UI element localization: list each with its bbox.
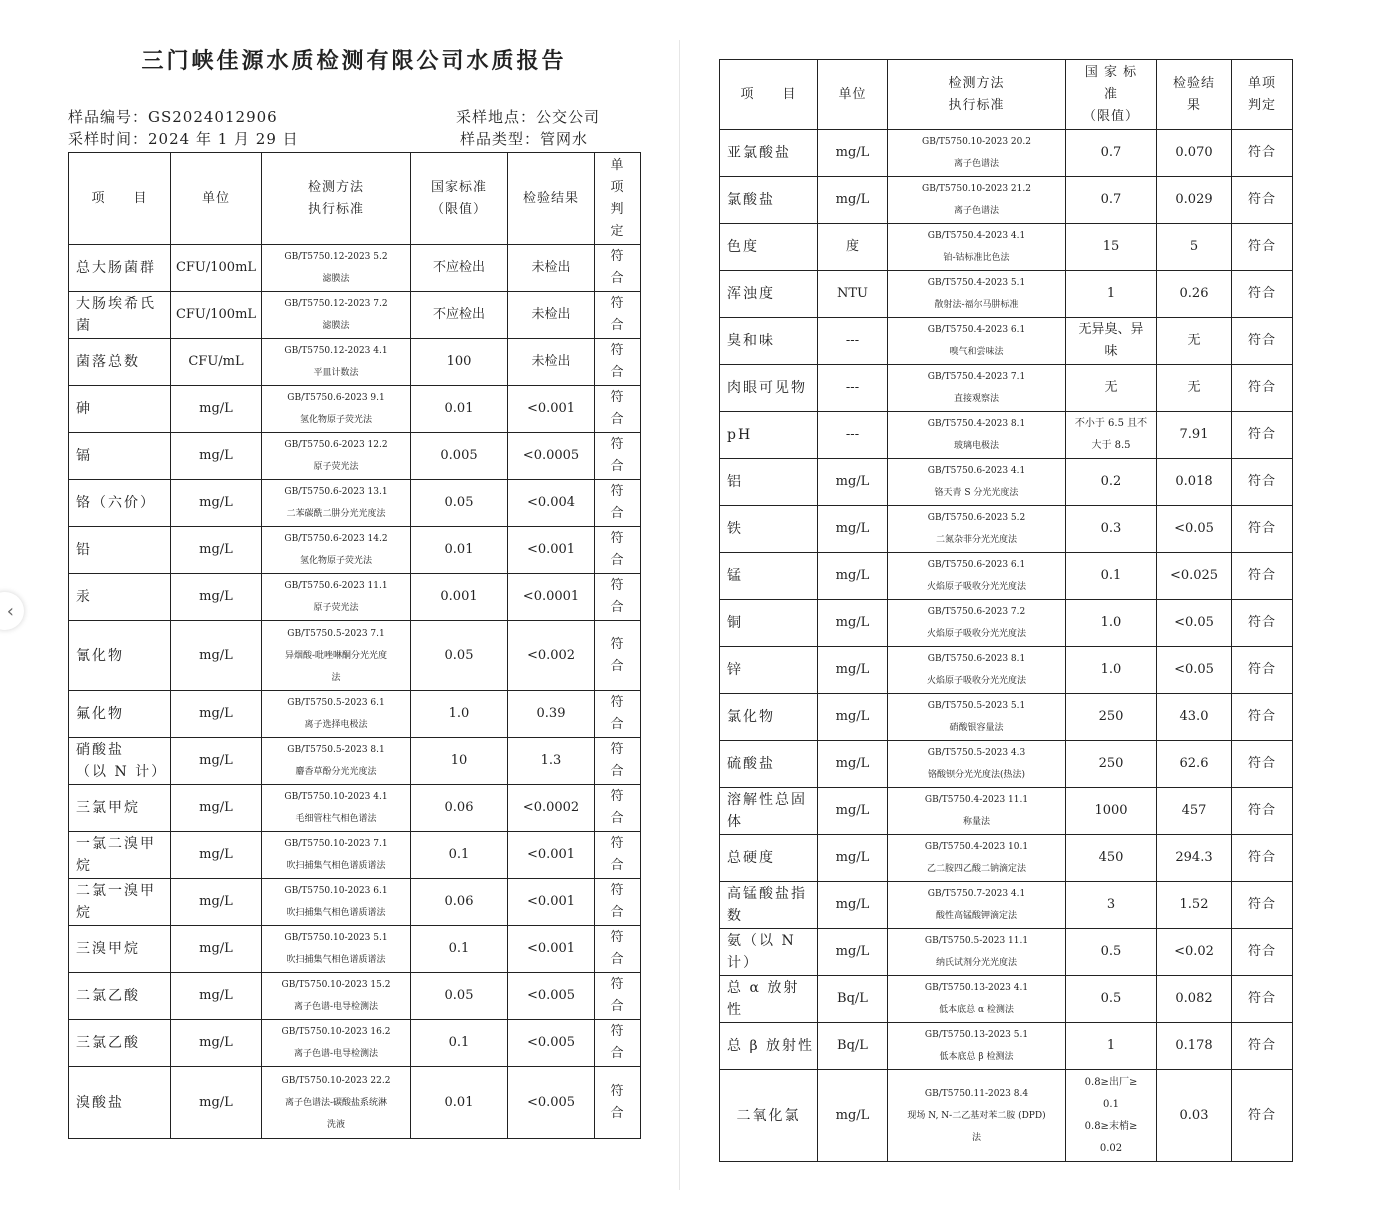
- cell-standard: 0.2: [1066, 459, 1157, 506]
- cell-item: 铅: [69, 527, 171, 574]
- cell-method: GB/T5750.10-2023 20.2 离子色谱法: [888, 130, 1066, 177]
- cell-standard: 450: [1066, 835, 1157, 882]
- cell-judgement: 符合: [1232, 271, 1293, 318]
- cell-item: 二氯一溴甲 烷: [69, 879, 171, 926]
- page-divider: [679, 40, 680, 1190]
- table-row: [69, 1067, 641, 1139]
- cell-standard: 0.005: [411, 433, 508, 480]
- cell-method: GB/T5750.6-2023 8.1 火焰原子吸收分光光度法: [888, 647, 1066, 694]
- cell-unit: mg/L: [818, 788, 888, 835]
- cell-result: 43.0: [1157, 694, 1232, 741]
- cell-item: 硝酸盐 （以 N 计）: [69, 738, 171, 785]
- cell-result: <0.001: [508, 527, 595, 574]
- cell-judgement: 符合: [1232, 647, 1293, 694]
- cell-result: 62.6: [1157, 741, 1232, 788]
- cell-standard: 0.1: [411, 926, 508, 973]
- cell-standard: 0.3: [1066, 506, 1157, 553]
- cell-method: GB/T5750.5-2023 6.1 离子选择电极法: [262, 691, 411, 738]
- cell-judgement: 符 合: [595, 1020, 641, 1067]
- cell-item: 铜: [720, 600, 818, 647]
- sample-number: 样品编号：GS2024012906: [68, 108, 278, 126]
- cell-judgement: 符 合: [595, 1067, 641, 1139]
- table-row: [720, 506, 1293, 553]
- header-judgement: 单项 判定: [1232, 60, 1293, 130]
- cell-result: <0.05: [1157, 506, 1232, 553]
- table-row: [720, 271, 1293, 318]
- cell-unit: mg/L: [171, 527, 262, 574]
- cell-judgement: 符合: [1232, 412, 1293, 459]
- table-row: [69, 691, 641, 738]
- cell-result: 1.52: [1157, 882, 1232, 929]
- cell-item: 溶解性总固 体: [720, 788, 818, 835]
- cell-item: 菌落总数: [69, 339, 171, 386]
- cell-standard: 无异臭、异 味: [1066, 318, 1157, 365]
- cell-judgement: 符 合: [595, 386, 641, 433]
- cell-result: 0.03: [1157, 1070, 1232, 1162]
- cell-item: 镉: [69, 433, 171, 480]
- cell-judgement: 符合: [1232, 788, 1293, 835]
- cell-judgement: 符 合: [595, 527, 641, 574]
- cell-judgement: 符 合: [595, 574, 641, 621]
- cell-unit: mg/L: [171, 973, 262, 1020]
- table-row: [69, 292, 641, 339]
- cell-item: 铝: [720, 459, 818, 506]
- cell-unit: CFU/100mL: [171, 292, 262, 339]
- cell-unit: mg/L: [171, 386, 262, 433]
- cell-judgement: 符合: [1232, 177, 1293, 224]
- cell-standard: 0.1: [1066, 553, 1157, 600]
- cell-result: 0.070: [1157, 130, 1232, 177]
- cell-unit: 度: [818, 224, 888, 271]
- cell-judgement: 符 合: [595, 691, 641, 738]
- cell-item: 总大肠菌群: [69, 245, 171, 292]
- cell-judgement: 符合: [1232, 224, 1293, 271]
- report-title: 三门峡佳源水质检测有限公司水质报告: [141, 48, 567, 74]
- cell-result: 1.3: [508, 738, 595, 785]
- cell-result: 7.91: [1157, 412, 1232, 459]
- cell-judgement: 符 合: [595, 832, 641, 879]
- cell-judgement: 符合: [1232, 929, 1293, 976]
- header-method: 检测方法 执行标准: [888, 60, 1066, 130]
- cell-unit: mg/L: [171, 433, 262, 480]
- cell-standard: 1: [1066, 271, 1157, 318]
- cell-judgement: 符 合: [595, 879, 641, 926]
- table-row: [69, 574, 641, 621]
- table-row: [69, 245, 641, 292]
- table-row: [720, 224, 1293, 271]
- cell-item: 肉眼可见物: [720, 365, 818, 412]
- table-row: [720, 412, 1293, 459]
- table-row: [720, 365, 1293, 412]
- header-standard: 国家标准 （限值）: [411, 153, 508, 245]
- table-row: [720, 694, 1293, 741]
- cell-unit: CFU/mL: [171, 339, 262, 386]
- cell-judgement: 符合: [1232, 600, 1293, 647]
- cell-unit: mg/L: [818, 553, 888, 600]
- chevron-left-icon: ‹: [6, 600, 14, 622]
- cell-judgement: 符合: [1232, 365, 1293, 412]
- cell-method: GB/T5750.6-2023 7.2 火焰原子吸收分光光度法: [888, 600, 1066, 647]
- cell-unit: mg/L: [171, 691, 262, 738]
- cell-standard: 100: [411, 339, 508, 386]
- header-item: 项 目: [69, 153, 171, 245]
- cell-item: 总 α 放射性: [720, 976, 818, 1023]
- cell-method: GB/T5750.6-2023 14.2 氢化物原子荧光法: [262, 527, 411, 574]
- cell-method: GB/T5750.7-2023 4.1 酸性高锰酸钾滴定法: [888, 882, 1066, 929]
- cell-item: 一氯二溴甲 烷: [69, 832, 171, 879]
- cell-unit: mg/L: [171, 785, 262, 832]
- cell-method: GB/T5750.10-2023 5.1 吹扫捕集气相色谱质谱法: [262, 926, 411, 973]
- cell-method: GB/T5750.4-2023 8.1 玻璃电极法: [888, 412, 1066, 459]
- cell-standard: 0.1: [411, 832, 508, 879]
- right-results-table: [719, 59, 1293, 1162]
- cell-item: 色度: [720, 224, 818, 271]
- cell-result: 无: [1157, 365, 1232, 412]
- cell-result: <0.005: [508, 1067, 595, 1139]
- cell-judgement: 符合: [1232, 694, 1293, 741]
- cell-standard: 1.0: [1066, 600, 1157, 647]
- cell-method: GB/T5750.6-2023 13.1 二苯碳酰二肼分光光度法: [262, 480, 411, 527]
- cell-judgement: 符合: [1232, 130, 1293, 177]
- table-row: [69, 339, 641, 386]
- cell-judgement: 符 合: [595, 973, 641, 1020]
- previous-page-button[interactable]: [0, 592, 24, 630]
- cell-item: 氨（以 N 计）: [720, 929, 818, 976]
- cell-method: GB/T5750.10-2023 6.1 吹扫捕集气相色谱质谱法: [262, 879, 411, 926]
- cell-standard: 无: [1066, 365, 1157, 412]
- cell-standard: 3: [1066, 882, 1157, 929]
- cell-standard: 不小于 6.5 且不 大于 8.5: [1066, 412, 1157, 459]
- table-row: [720, 318, 1293, 365]
- cell-item: 三溴甲烷: [69, 926, 171, 973]
- cell-item: pH: [720, 412, 818, 459]
- cell-result: <0.0002: [508, 785, 595, 832]
- cell-result: 0.39: [508, 691, 595, 738]
- cell-standard: 0.05: [411, 621, 508, 691]
- cell-standard: 10: [411, 738, 508, 785]
- cell-method: GB/T5750.6-2023 12.2 原子荧光法: [262, 433, 411, 480]
- cell-result: <0.025: [1157, 553, 1232, 600]
- cell-unit: mg/L: [171, 621, 262, 691]
- cell-item: 亚氯酸盐: [720, 130, 818, 177]
- cell-item: 大肠埃希氏 菌: [69, 292, 171, 339]
- cell-standard: 0.5: [1066, 929, 1157, 976]
- cell-standard: 不应检出: [411, 245, 508, 292]
- cell-method: GB/T5750.5-2023 7.1 异烟酸-吡唑啉酮分光光度 法: [262, 621, 411, 691]
- cell-result: <0.05: [1157, 600, 1232, 647]
- cell-unit: mg/L: [171, 738, 262, 785]
- cell-unit: mg/L: [171, 1020, 262, 1067]
- cell-result: 457: [1157, 788, 1232, 835]
- cell-standard: 0.8≥出厂≥ 0.1 0.8≥末梢≥ 0.02: [1066, 1070, 1157, 1162]
- table-row: [720, 882, 1293, 929]
- cell-judgement: 符 合: [595, 292, 641, 339]
- cell-unit: Bq/L: [818, 1023, 888, 1070]
- cell-unit: Bq/L: [818, 976, 888, 1023]
- cell-result: 0.029: [1157, 177, 1232, 224]
- table-header-row: [720, 60, 1293, 130]
- cell-item: 二氯乙酸: [69, 973, 171, 1020]
- cell-unit: mg/L: [171, 832, 262, 879]
- cell-result: 无: [1157, 318, 1232, 365]
- cell-method: GB/T5750.6-2023 11.1 原子荧光法: [262, 574, 411, 621]
- cell-judgement: 符合: [1232, 506, 1293, 553]
- cell-standard: 0.01: [411, 386, 508, 433]
- cell-item: 氯化物: [720, 694, 818, 741]
- cell-method: GB/T5750.6-2023 9.1 氢化物原子荧光法: [262, 386, 411, 433]
- header-result: 检验结 果: [1157, 60, 1232, 130]
- table-row: [69, 973, 641, 1020]
- cell-unit: mg/L: [171, 1067, 262, 1139]
- cell-standard: 0.05: [411, 480, 508, 527]
- table-row: [720, 1070, 1293, 1162]
- cell-method: GB/T5750.4-2023 5.1 散射法-福尔马肼标准: [888, 271, 1066, 318]
- cell-method: GB/T5750.13-2023 5.1 低本底总 β 检测法: [888, 1023, 1066, 1070]
- table-row: [720, 177, 1293, 224]
- cell-result: 294.3: [1157, 835, 1232, 882]
- table-row: [69, 386, 641, 433]
- left-results-table: [68, 152, 641, 1139]
- cell-item: 浑浊度: [720, 271, 818, 318]
- cell-judgement: 符 合: [595, 738, 641, 785]
- cell-result: 0.26: [1157, 271, 1232, 318]
- cell-method: GB/T5750.10-2023 4.1 毛细管柱气相色谱法: [262, 785, 411, 832]
- cell-standard: 0.01: [411, 527, 508, 574]
- cell-result: <0.02: [1157, 929, 1232, 976]
- cell-method: GB/T5750.4-2023 4.1 铂-钴标准比色法: [888, 224, 1066, 271]
- cell-unit: ---: [818, 365, 888, 412]
- cell-result: 未检出: [508, 292, 595, 339]
- cell-standard: 250: [1066, 741, 1157, 788]
- cell-judgement: 符合: [1232, 318, 1293, 365]
- cell-unit: mg/L: [818, 694, 888, 741]
- cell-method: GB/T5750.10-2023 22.2 离子色谱法-碳酸盐系统淋 洗液: [262, 1067, 411, 1139]
- cell-item: 氯酸盐: [720, 177, 818, 224]
- cell-unit: mg/L: [818, 600, 888, 647]
- table-row: [720, 130, 1293, 177]
- cell-judgement: 符 合: [595, 621, 641, 691]
- cell-item: 硫酸盐: [720, 741, 818, 788]
- cell-judgement: 符合: [1232, 835, 1293, 882]
- cell-unit: mg/L: [171, 480, 262, 527]
- cell-method: GB/T5750.10-2023 21.2 离子色谱法: [888, 177, 1066, 224]
- cell-item: 臭和味: [720, 318, 818, 365]
- cell-method: GB/T5750.5-2023 5.1 硝酸银容量法: [888, 694, 1066, 741]
- cell-method: GB/T5750.10-2023 15.2 离子色谱-电导检测法: [262, 973, 411, 1020]
- cell-item: 砷: [69, 386, 171, 433]
- cell-judgement: 符 合: [595, 339, 641, 386]
- table-row: [69, 785, 641, 832]
- cell-judgement: 符合: [1232, 1023, 1293, 1070]
- cell-standard: 15: [1066, 224, 1157, 271]
- header-result: 检验结果: [508, 153, 595, 245]
- table-row: [720, 647, 1293, 694]
- header-method: 检测方法 执行标准: [262, 153, 411, 245]
- cell-item: 氟化物: [69, 691, 171, 738]
- table-row: [69, 879, 641, 926]
- cell-result: 5: [1157, 224, 1232, 271]
- table-row: [69, 433, 641, 480]
- cell-item: 铬（六价）: [69, 480, 171, 527]
- table-row: [720, 929, 1293, 976]
- header-judgement: 单 项 判 定: [595, 153, 641, 245]
- cell-item: 三氯乙酸: [69, 1020, 171, 1067]
- cell-method: GB/T5750.4-2023 7.1 直接观察法: [888, 365, 1066, 412]
- cell-method: GB/T5750.6-2023 5.2 二氮杂菲分光光度法: [888, 506, 1066, 553]
- cell-standard: 0.001: [411, 574, 508, 621]
- cell-unit: mg/L: [818, 177, 888, 224]
- sample-place: 采样地点：公交公司: [456, 108, 601, 126]
- cell-standard: 0.7: [1066, 130, 1157, 177]
- cell-standard: 0.5: [1066, 976, 1157, 1023]
- cell-standard: 0.7: [1066, 177, 1157, 224]
- cell-result: <0.002: [508, 621, 595, 691]
- cell-method: GB/T5750.11-2023 8.4 现场 N, N-二乙基对苯二胺 (DPD) 法: [888, 1070, 1066, 1162]
- cell-judgement: 符合: [1232, 553, 1293, 600]
- table-header-row: [69, 153, 641, 245]
- table-row: [69, 1020, 641, 1067]
- table-row: [69, 480, 641, 527]
- cell-unit: mg/L: [818, 929, 888, 976]
- cell-judgement: 符 合: [595, 785, 641, 832]
- table-row: [720, 459, 1293, 506]
- cell-item: 汞: [69, 574, 171, 621]
- cell-judgement: 符 合: [595, 480, 641, 527]
- cell-method: GB/T5750.5-2023 11.1 纳氏试剂分光光度法: [888, 929, 1066, 976]
- table-row: [720, 976, 1293, 1023]
- header-unit: 单位: [818, 60, 888, 130]
- cell-result: 0.018: [1157, 459, 1232, 506]
- cell-judgement: 符合: [1232, 741, 1293, 788]
- cell-result: 0.082: [1157, 976, 1232, 1023]
- cell-judgement: 符 合: [595, 245, 641, 292]
- cell-judgement: 符 合: [595, 926, 641, 973]
- sample-time: 采样时间：2024 年 1 月 29 日: [68, 130, 299, 148]
- cell-method: GB/T5750.6-2023 6.1 火焰原子吸收分光光度法: [888, 553, 1066, 600]
- cell-unit: mg/L: [818, 647, 888, 694]
- table-row: [69, 926, 641, 973]
- cell-method: GB/T5750.4-2023 6.1 嗅气和尝味法: [888, 318, 1066, 365]
- cell-unit: NTU: [818, 271, 888, 318]
- cell-unit: ---: [818, 412, 888, 459]
- cell-standard: 1: [1066, 1023, 1157, 1070]
- sample-type: 样品类型：管网水: [460, 130, 589, 148]
- cell-method: GB/T5750.10-2023 7.1 吹扫捕集气相色谱质谱法: [262, 832, 411, 879]
- cell-result: <0.005: [508, 973, 595, 1020]
- cell-result: <0.001: [508, 386, 595, 433]
- cell-result: 未检出: [508, 339, 595, 386]
- cell-method: GB/T5750.12-2023 5.2 滤膜法: [262, 245, 411, 292]
- cell-method: GB/T5750.6-2023 4.1 铬天青 S 分光光度法: [888, 459, 1066, 506]
- cell-unit: mg/L: [171, 926, 262, 973]
- cell-unit: CFU/100mL: [171, 245, 262, 292]
- cell-item: 氰化物: [69, 621, 171, 691]
- cell-standard: 0.06: [411, 785, 508, 832]
- cell-item: 锰: [720, 553, 818, 600]
- header-standard: 国 家 标 准 （限值）: [1066, 60, 1157, 130]
- table-row: [720, 553, 1293, 600]
- cell-judgement: 符合: [1232, 976, 1293, 1023]
- cell-item: 总 β 放射性: [720, 1023, 818, 1070]
- cell-standard: 不应检出: [411, 292, 508, 339]
- cell-item: 溴酸盐: [69, 1067, 171, 1139]
- cell-method: GB/T5750.5-2023 8.1 麝香草酚分光光度法: [262, 738, 411, 785]
- cell-unit: mg/L: [818, 459, 888, 506]
- table-row: [720, 600, 1293, 647]
- cell-result: <0.005: [508, 1020, 595, 1067]
- cell-result: <0.05: [1157, 647, 1232, 694]
- table-row: [720, 835, 1293, 882]
- cell-method: GB/T5750.12-2023 4.1 平皿计数法: [262, 339, 411, 386]
- cell-result: <0.001: [508, 879, 595, 926]
- cell-item: 三氯甲烷: [69, 785, 171, 832]
- cell-method: GB/T5750.10-2023 16.2 离子色谱-电导检测法: [262, 1020, 411, 1067]
- table-row: [69, 738, 641, 785]
- cell-unit: mg/L: [171, 879, 262, 926]
- cell-result: 0.178: [1157, 1023, 1232, 1070]
- cell-standard: 0.1: [411, 1020, 508, 1067]
- cell-item: 铁: [720, 506, 818, 553]
- cell-judgement: 符 合: [595, 433, 641, 480]
- cell-unit: mg/L: [818, 835, 888, 882]
- cell-judgement: 符合: [1232, 882, 1293, 929]
- cell-unit: mg/L: [171, 574, 262, 621]
- header-item: 项 目: [720, 60, 818, 130]
- cell-unit: ---: [818, 318, 888, 365]
- cell-judgement: 符合: [1232, 459, 1293, 506]
- table-row: [69, 527, 641, 574]
- cell-item: 锌: [720, 647, 818, 694]
- cell-result: <0.0005: [508, 433, 595, 480]
- cell-standard: 1.0: [1066, 647, 1157, 694]
- cell-standard: 0.06: [411, 879, 508, 926]
- table-row: [720, 741, 1293, 788]
- header-unit: 单位: [171, 153, 262, 245]
- cell-standard: 0.05: [411, 973, 508, 1020]
- cell-unit: mg/L: [818, 130, 888, 177]
- cell-standard: 0.01: [411, 1067, 508, 1139]
- cell-unit: mg/L: [818, 882, 888, 929]
- cell-result: <0.001: [508, 832, 595, 879]
- cell-standard: 1000: [1066, 788, 1157, 835]
- cell-judgement: 符合: [1232, 1070, 1293, 1162]
- cell-unit: mg/L: [818, 506, 888, 553]
- table-row: [720, 1023, 1293, 1070]
- cell-result: <0.004: [508, 480, 595, 527]
- cell-standard: 250: [1066, 694, 1157, 741]
- cell-method: GB/T5750.13-2023 4.1 低本底总 α 检测法: [888, 976, 1066, 1023]
- cell-method: GB/T5750.4-2023 10.1 乙二胺四乙酸二钠滴定法: [888, 835, 1066, 882]
- cell-method: GB/T5750.5-2023 4.3 铬酸钡分光光度法(热法): [888, 741, 1066, 788]
- cell-item: 二氧化氯: [720, 1070, 818, 1162]
- table-row: [720, 788, 1293, 835]
- cell-result: <0.0001: [508, 574, 595, 621]
- cell-result: <0.001: [508, 926, 595, 973]
- cell-method: GB/T5750.4-2023 11.1 称量法: [888, 788, 1066, 835]
- cell-unit: mg/L: [818, 1070, 888, 1162]
- table-row: [69, 832, 641, 879]
- cell-item: 总硬度: [720, 835, 818, 882]
- cell-unit: mg/L: [818, 741, 888, 788]
- cell-method: GB/T5750.12-2023 7.2 滤膜法: [262, 292, 411, 339]
- cell-result: 未检出: [508, 245, 595, 292]
- table-row: [69, 621, 641, 691]
- cell-item: 高锰酸盐指 数: [720, 882, 818, 929]
- cell-standard: 1.0: [411, 691, 508, 738]
